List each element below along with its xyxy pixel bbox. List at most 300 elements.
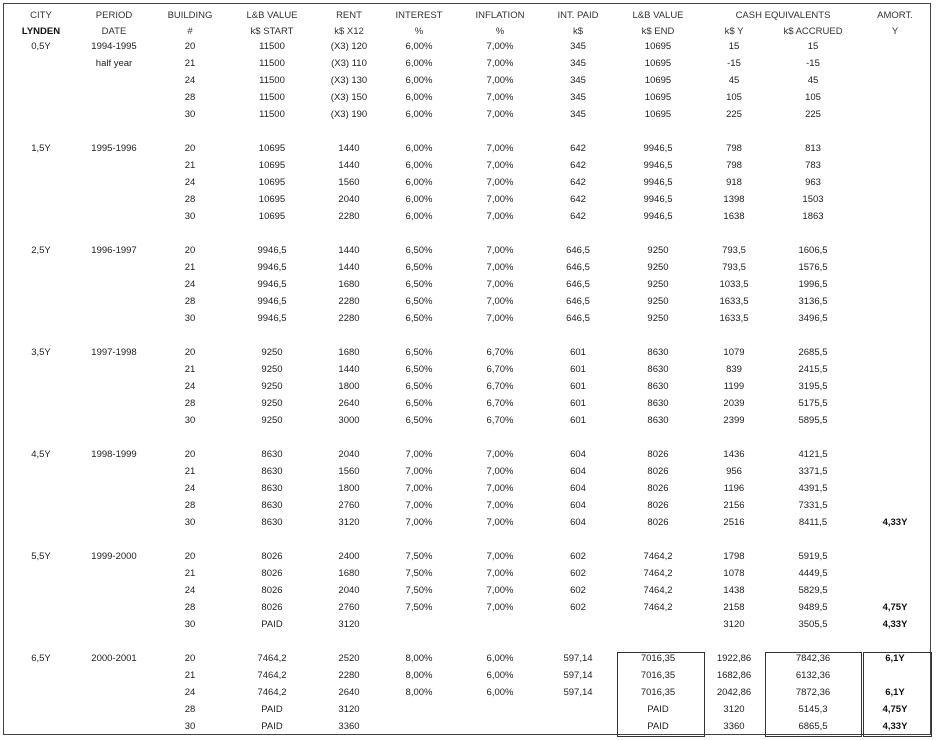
cash-per-year-cell: 2399 bbox=[723, 415, 745, 426]
period-label: 6,5Y bbox=[31, 653, 51, 664]
building-cell: 28 bbox=[184, 92, 196, 103]
cash-accrued-cell: 3496,5 bbox=[798, 313, 828, 324]
rent-cell: 3120 bbox=[338, 704, 360, 715]
building-cell: 24 bbox=[184, 279, 196, 290]
inflation-cell: 7,00% bbox=[486, 177, 514, 188]
cash-per-year-cell: 1922,86 bbox=[716, 653, 752, 664]
int-paid-cell: 345 bbox=[570, 75, 586, 86]
cash-accrued-cell: 1606,5 bbox=[798, 245, 828, 256]
period-label: 4,5Y bbox=[31, 449, 51, 460]
cash-accrued-cell: -15 bbox=[806, 58, 820, 69]
cash-accrued-cell: 7331,5 bbox=[798, 500, 828, 511]
lb-value-end-cell: 9250 bbox=[647, 279, 669, 290]
lb-value-end-cell: 8630 bbox=[647, 347, 669, 358]
interest-cell: 6,50% bbox=[405, 398, 433, 409]
rent-cell: 2040 bbox=[338, 194, 360, 205]
inflation-cell: 7,00% bbox=[486, 245, 514, 256]
building-cell: 30 bbox=[184, 211, 196, 222]
lb-value-start-cell: 9946,5 bbox=[257, 313, 287, 324]
lb-value-start-cell: 11500 bbox=[259, 109, 285, 120]
cash-accrued-cell: 6132,36 bbox=[795, 670, 831, 681]
header-cell: INT. PAID bbox=[557, 10, 599, 21]
lb-value-end-cell: 9250 bbox=[647, 296, 669, 307]
cash-per-year-cell: 1638 bbox=[723, 211, 745, 222]
int-paid-cell: 604 bbox=[570, 466, 586, 477]
lb-value-start-cell: 7464,2 bbox=[257, 653, 287, 664]
lb-value-start-cell: 9250 bbox=[261, 381, 283, 392]
cash-per-year-cell: 15 bbox=[728, 41, 740, 52]
header-cell: Y bbox=[891, 26, 899, 37]
inflation-cell: 6,00% bbox=[486, 687, 514, 698]
rent-cell: 2760 bbox=[338, 602, 360, 613]
lb-value-start-cell: 8026 bbox=[261, 551, 283, 562]
interest-cell: 6,50% bbox=[405, 279, 433, 290]
cash-accrued-cell: 5829,5 bbox=[798, 585, 828, 596]
interest-cell: 6,50% bbox=[405, 347, 433, 358]
inflation-cell: 7,00% bbox=[486, 483, 514, 494]
int-paid-cell: 646,5 bbox=[566, 296, 590, 307]
building-cell: 30 bbox=[184, 415, 196, 426]
cash-accrued-cell: 3505,5 bbox=[798, 619, 828, 630]
spreadsheet-table bbox=[3, 3, 931, 735]
building-cell: 24 bbox=[184, 177, 196, 188]
cash-per-year-cell: 1436 bbox=[723, 449, 745, 460]
rent-cell: (X3) 190 bbox=[330, 109, 368, 120]
header-cell: % bbox=[414, 26, 424, 37]
inflation-cell: 7,00% bbox=[486, 568, 514, 579]
rent-cell: 1440 bbox=[338, 262, 360, 273]
cash-per-year-cell: 2158 bbox=[723, 602, 745, 613]
inflation-cell: 7,00% bbox=[486, 58, 514, 69]
interest-cell: 6,00% bbox=[405, 109, 433, 120]
interest-cell: 6,00% bbox=[405, 92, 433, 103]
building-cell: 21 bbox=[184, 466, 196, 477]
lb-value-start-cell: 11500 bbox=[259, 58, 285, 69]
cash-per-year-cell: 1633,5 bbox=[719, 296, 749, 307]
cash-accrued-cell: 45 bbox=[807, 75, 819, 86]
cash-per-year-cell: 1079 bbox=[723, 347, 745, 358]
cash-accrued-cell: 1863 bbox=[802, 211, 824, 222]
building-cell: 24 bbox=[184, 483, 196, 494]
rent-cell: 1680 bbox=[338, 568, 360, 579]
interest-cell: 7,00% bbox=[405, 500, 433, 511]
lb-value-start-cell: 9250 bbox=[261, 364, 283, 375]
cash-per-year-cell: 2516 bbox=[723, 517, 745, 528]
inflation-cell: 6,70% bbox=[486, 347, 514, 358]
cash-accrued-cell: 813 bbox=[805, 143, 821, 154]
lb-value-start-cell: 11500 bbox=[259, 92, 285, 103]
building-cell: 20 bbox=[184, 551, 196, 562]
cash-accrued-cell: 105 bbox=[805, 92, 821, 103]
inflation-cell: 7,00% bbox=[486, 92, 514, 103]
int-paid-cell: 345 bbox=[570, 109, 586, 120]
lb-value-start-cell: 9250 bbox=[261, 347, 283, 358]
int-paid-cell: 601 bbox=[570, 381, 586, 392]
interest-cell: 7,50% bbox=[405, 585, 433, 596]
cash-accrued-cell: 4449,5 bbox=[798, 568, 828, 579]
cash-accrued-cell: 3136,5 bbox=[798, 296, 828, 307]
rent-cell: 2640 bbox=[338, 398, 360, 409]
building-cell: 30 bbox=[184, 619, 196, 630]
int-paid-cell: 646,5 bbox=[566, 313, 590, 324]
lb-value-start-cell: PAID bbox=[261, 619, 283, 630]
lb-value-start-cell: 10695 bbox=[258, 160, 286, 171]
cash-per-year-cell: 1682,86 bbox=[716, 670, 752, 681]
cash-per-year-cell: 45 bbox=[728, 75, 740, 86]
inflation-cell: 7,00% bbox=[486, 551, 514, 562]
rent-cell: 1440 bbox=[338, 160, 360, 171]
lb-value-start-cell: 10695 bbox=[258, 211, 286, 222]
period-date: 1998-1999 bbox=[91, 449, 137, 460]
int-paid-cell: 601 bbox=[570, 364, 586, 375]
header-cell: k$ X12 bbox=[334, 26, 364, 37]
rent-cell: 2400 bbox=[338, 551, 360, 562]
interest-cell: 6,50% bbox=[405, 245, 433, 256]
lb-value-start-cell: 9250 bbox=[261, 398, 283, 409]
rent-cell: 1440 bbox=[338, 245, 360, 256]
lb-value-start-cell: 7464,2 bbox=[257, 687, 287, 698]
interest-cell: 7,00% bbox=[405, 466, 433, 477]
interest-cell: 6,00% bbox=[405, 143, 433, 154]
int-paid-cell: 601 bbox=[570, 347, 586, 358]
interest-cell: 6,00% bbox=[405, 177, 433, 188]
lb-value-start-cell: 8026 bbox=[261, 568, 283, 579]
cash-per-year-cell: 105 bbox=[726, 92, 742, 103]
period-date: 1999-2000 bbox=[91, 551, 137, 562]
cash-per-year-cell: 1398 bbox=[723, 194, 745, 205]
interest-cell: 7,50% bbox=[405, 551, 433, 562]
lb-value-start-cell: PAID bbox=[261, 721, 283, 732]
lb-value-end-cell: 9946,5 bbox=[643, 160, 673, 171]
cash-accrued-cell: 963 bbox=[805, 177, 821, 188]
cash-accrued-cell: 225 bbox=[805, 109, 821, 120]
rent-cell: 1560 bbox=[338, 466, 360, 477]
interest-cell: 6,50% bbox=[405, 262, 433, 273]
lb-end-box bbox=[617, 652, 705, 737]
header-cell: AMORT. bbox=[877, 10, 913, 21]
lb-value-start-cell: 8630 bbox=[261, 483, 283, 494]
lb-value-end-cell: 7464,2 bbox=[643, 551, 673, 562]
header-cell: L&B VALUE bbox=[632, 10, 684, 21]
lb-value-start-cell: 8630 bbox=[261, 449, 283, 460]
lb-value-start-cell: 11500 bbox=[259, 75, 285, 86]
lb-value-end-cell: 7016,35 bbox=[640, 670, 676, 681]
building-cell: 28 bbox=[184, 296, 196, 307]
lb-value-end-cell: 8026 bbox=[647, 517, 669, 528]
cash-per-year-cell: 3120 bbox=[723, 619, 745, 630]
inflation-cell: 7,00% bbox=[486, 160, 514, 171]
int-paid-cell: 604 bbox=[570, 500, 586, 511]
rent-cell: 1680 bbox=[338, 279, 360, 290]
period-label: 2,5Y bbox=[31, 245, 51, 256]
cash-per-year-cell: 793,5 bbox=[722, 262, 746, 273]
building-cell: 21 bbox=[184, 160, 196, 171]
rent-cell: 2640 bbox=[338, 687, 360, 698]
header-cell: LYNDEN bbox=[21, 26, 61, 37]
lb-value-start-cell: 8630 bbox=[261, 500, 283, 511]
header-cell: DATE bbox=[101, 26, 127, 37]
header-cell: PERIOD bbox=[95, 10, 133, 21]
interest-cell: 7,50% bbox=[405, 568, 433, 579]
lb-value-start-cell: 11500 bbox=[259, 41, 285, 52]
inflation-cell: 6,70% bbox=[486, 415, 514, 426]
int-paid-cell: 642 bbox=[570, 160, 586, 171]
lb-value-start-cell: 9946,5 bbox=[257, 296, 287, 307]
header-cell: k$ Y bbox=[724, 26, 744, 37]
building-cell: 21 bbox=[184, 568, 196, 579]
period-note: half year bbox=[95, 58, 133, 69]
int-paid-cell: 646,5 bbox=[566, 262, 590, 273]
lb-value-end-cell: 9250 bbox=[647, 313, 669, 324]
interest-cell: 7,50% bbox=[405, 602, 433, 613]
amort-box bbox=[863, 652, 932, 737]
interest-cell: 6,50% bbox=[405, 381, 433, 392]
int-paid-cell: 642 bbox=[570, 194, 586, 205]
interest-cell: 6,00% bbox=[405, 41, 433, 52]
inflation-cell: 7,00% bbox=[486, 109, 514, 120]
inflation-cell: 7,00% bbox=[486, 262, 514, 273]
inflation-cell: 7,00% bbox=[486, 585, 514, 596]
lb-value-start-cell: 9250 bbox=[261, 415, 283, 426]
cash-per-year-cell: 2156 bbox=[723, 500, 745, 511]
cash-per-year-cell: 3120 bbox=[723, 704, 745, 715]
rent-cell: 1800 bbox=[338, 381, 360, 392]
cash-per-year-cell: -15 bbox=[727, 58, 741, 69]
cash-accrued-cell: 2415,5 bbox=[798, 364, 828, 375]
int-paid-cell: 597,14 bbox=[563, 670, 593, 681]
lb-value-end-cell: 9946,5 bbox=[643, 211, 673, 222]
inflation-cell: 7,00% bbox=[486, 296, 514, 307]
amort-cell: 6,1Y bbox=[885, 687, 905, 698]
rent-cell: 3120 bbox=[338, 517, 360, 528]
cash-per-year-cell: 1633,5 bbox=[719, 313, 749, 324]
period-label: 3,5Y bbox=[31, 347, 51, 358]
period-date: 1995-1996 bbox=[91, 143, 137, 154]
building-cell: 20 bbox=[184, 653, 196, 664]
int-paid-cell: 604 bbox=[570, 483, 586, 494]
interest-cell: 7,00% bbox=[405, 517, 433, 528]
cash-per-year-cell: 225 bbox=[726, 109, 742, 120]
rent-cell: (X3) 120 bbox=[330, 41, 368, 52]
interest-cell: 6,50% bbox=[405, 296, 433, 307]
rent-cell: 3000 bbox=[338, 415, 360, 426]
cash-per-year-cell: 798 bbox=[726, 160, 742, 171]
cash-accrued-cell: 7872,36 bbox=[795, 687, 831, 698]
building-cell: 28 bbox=[184, 704, 196, 715]
inflation-cell: 6,70% bbox=[486, 381, 514, 392]
building-cell: 24 bbox=[184, 687, 196, 698]
lb-value-end-cell: 9250 bbox=[647, 262, 669, 273]
cash-per-year-cell: 839 bbox=[726, 364, 742, 375]
cash-accrued-cell: 2685,5 bbox=[798, 347, 828, 358]
interest-cell: 6,50% bbox=[405, 364, 433, 375]
inflation-cell: 6,00% bbox=[486, 670, 514, 681]
lb-value-start-cell: PAID bbox=[261, 704, 283, 715]
inflation-cell: 7,00% bbox=[486, 75, 514, 86]
cash-accrued-cell: 5145,3 bbox=[798, 704, 828, 715]
cash-per-year-cell: 1798 bbox=[723, 551, 745, 562]
building-cell: 30 bbox=[184, 313, 196, 324]
building-cell: 28 bbox=[184, 398, 196, 409]
rent-cell: (X3) 110 bbox=[331, 58, 367, 69]
period-date: 1997-1998 bbox=[91, 347, 137, 358]
building-cell: 30 bbox=[184, 517, 196, 528]
interest-cell: 6,00% bbox=[405, 58, 433, 69]
cash-accrued-cell: 5919,5 bbox=[798, 551, 828, 562]
building-cell: 28 bbox=[184, 194, 196, 205]
cash-accrued-cell: 1576,5 bbox=[798, 262, 828, 273]
lb-value-end-cell: 7464,2 bbox=[643, 568, 673, 579]
header-cell: # bbox=[187, 26, 193, 37]
building-cell: 21 bbox=[184, 262, 196, 273]
int-paid-cell: 646,5 bbox=[566, 279, 590, 290]
inflation-cell: 6,00% bbox=[486, 653, 514, 664]
rent-cell: 3120 bbox=[338, 619, 360, 630]
building-cell: 20 bbox=[184, 245, 196, 256]
inflation-cell: 6,70% bbox=[486, 398, 514, 409]
lb-value-end-cell: 10695 bbox=[644, 58, 672, 69]
int-paid-cell: 602 bbox=[570, 602, 586, 613]
amort-cell: 4,75Y bbox=[882, 704, 908, 715]
int-paid-cell: 601 bbox=[570, 415, 586, 426]
building-cell: 20 bbox=[184, 143, 196, 154]
cash-accrued-cell: 1996,5 bbox=[798, 279, 828, 290]
header-cell: INFLATION bbox=[475, 10, 525, 21]
lb-value-start-cell: 8026 bbox=[261, 585, 283, 596]
header-cell: k$ START bbox=[250, 26, 294, 37]
int-paid-cell: 642 bbox=[570, 211, 586, 222]
inflation-cell: 7,00% bbox=[486, 602, 514, 613]
cash-accrued-cell: 3195,5 bbox=[798, 381, 828, 392]
interest-cell: 7,00% bbox=[405, 483, 433, 494]
lb-value-end-cell: 8630 bbox=[647, 398, 669, 409]
lb-value-end-cell: 9946,5 bbox=[643, 143, 673, 154]
header-cell: k$ bbox=[572, 26, 584, 37]
rent-cell: 2040 bbox=[338, 585, 360, 596]
int-paid-cell: 602 bbox=[570, 551, 586, 562]
lb-value-end-cell: 10695 bbox=[644, 41, 672, 52]
lb-value-end-cell: 7464,2 bbox=[643, 585, 673, 596]
building-cell: 28 bbox=[184, 602, 196, 613]
lb-value-end-cell: 9946,5 bbox=[643, 177, 673, 188]
lb-value-end-cell: 7016,35 bbox=[640, 653, 676, 664]
header-cell: L&B VALUE bbox=[246, 10, 298, 21]
building-cell: 24 bbox=[184, 381, 196, 392]
cash-per-year-cell: 2042,86 bbox=[716, 687, 752, 698]
int-paid-cell: 602 bbox=[570, 568, 586, 579]
lb-value-end-cell: 8630 bbox=[647, 415, 669, 426]
lb-value-start-cell: 7464,2 bbox=[257, 670, 287, 681]
lb-value-end-cell: 7464,2 bbox=[643, 602, 673, 613]
amort-cell: 4,33Y bbox=[882, 721, 908, 732]
inflation-cell: 7,00% bbox=[486, 41, 514, 52]
int-paid-cell: 601 bbox=[570, 398, 586, 409]
header-cell: INTEREST bbox=[395, 10, 443, 21]
interest-cell: 6,00% bbox=[405, 75, 433, 86]
int-paid-cell: 604 bbox=[570, 517, 586, 528]
building-cell: 21 bbox=[184, 364, 196, 375]
cash-per-year-cell: 956 bbox=[726, 466, 742, 477]
rent-cell: 2760 bbox=[338, 500, 360, 511]
inflation-cell: 6,70% bbox=[486, 364, 514, 375]
cash-accrued-cell: 6865,5 bbox=[798, 721, 828, 732]
cash-accrued-cell: 5175,5 bbox=[798, 398, 828, 409]
cash-per-year-cell: 2039 bbox=[723, 398, 745, 409]
lb-value-end-cell: PAID bbox=[647, 721, 669, 732]
cash-accrued-cell: 3371,5 bbox=[798, 466, 828, 477]
int-paid-cell: 597,14 bbox=[563, 653, 593, 664]
interest-cell: 6,50% bbox=[405, 313, 433, 324]
rent-cell: 1680 bbox=[338, 347, 360, 358]
inflation-cell: 7,00% bbox=[486, 279, 514, 290]
cash-accrued-cell: 1503 bbox=[802, 194, 824, 205]
int-paid-cell: 345 bbox=[570, 92, 586, 103]
rent-cell: 1440 bbox=[338, 364, 360, 375]
lb-value-end-cell: PAID bbox=[647, 704, 669, 715]
rent-cell: 2280 bbox=[338, 296, 360, 307]
rent-cell: 1800 bbox=[338, 483, 360, 494]
lb-value-start-cell: 9946,5 bbox=[257, 279, 287, 290]
period-label: 1,5Y bbox=[31, 143, 51, 154]
building-cell: 20 bbox=[184, 41, 196, 52]
cash-accrued-cell: 8411,5 bbox=[798, 517, 828, 528]
lb-value-start-cell: 8630 bbox=[261, 517, 283, 528]
cash-per-year-cell: 918 bbox=[726, 177, 742, 188]
building-cell: 30 bbox=[184, 109, 196, 120]
interest-cell: 8,00% bbox=[405, 687, 433, 698]
int-paid-cell: 597,14 bbox=[563, 687, 593, 698]
lb-value-end-cell: 8630 bbox=[647, 381, 669, 392]
building-cell: 24 bbox=[184, 75, 196, 86]
inflation-cell: 7,00% bbox=[486, 449, 514, 460]
interest-cell: 6,50% bbox=[405, 415, 433, 426]
int-paid-cell: 345 bbox=[570, 41, 586, 52]
cash-per-year-cell: 1199 bbox=[723, 381, 745, 392]
building-cell: 21 bbox=[184, 670, 196, 681]
header-cell: CASH EQUIVALENTS bbox=[735, 10, 831, 21]
header-cell: k$ ACCRUED bbox=[783, 26, 843, 37]
cash-accrued-cell: 9489,5 bbox=[798, 602, 828, 613]
cash-accrued-cell: 783 bbox=[805, 160, 821, 171]
lb-value-start-cell: 10695 bbox=[258, 177, 286, 188]
period-date: 1994-1995 bbox=[91, 41, 137, 52]
lb-value-end-cell: 8026 bbox=[647, 483, 669, 494]
rent-cell: (X3) 130 bbox=[330, 75, 368, 86]
amort-cell: 4,33Y bbox=[882, 619, 908, 630]
inflation-cell: 7,00% bbox=[486, 517, 514, 528]
interest-cell: 8,00% bbox=[405, 670, 433, 681]
inflation-cell: 7,00% bbox=[486, 313, 514, 324]
lb-value-start-cell: 8630 bbox=[261, 466, 283, 477]
interest-cell: 7,00% bbox=[405, 449, 433, 460]
rent-cell: 2280 bbox=[338, 670, 360, 681]
lb-value-start-cell: 8026 bbox=[261, 602, 283, 613]
int-paid-cell: 646,5 bbox=[566, 245, 590, 256]
int-paid-cell: 345 bbox=[570, 58, 586, 69]
rent-cell: 2520 bbox=[338, 653, 360, 664]
int-paid-cell: 642 bbox=[570, 177, 586, 188]
building-cell: 20 bbox=[184, 449, 196, 460]
interest-cell: 8,00% bbox=[405, 653, 433, 664]
lb-value-end-cell: 9946,5 bbox=[643, 194, 673, 205]
cash-per-year-cell: 3360 bbox=[723, 721, 745, 732]
amort-cell: 4,33Y bbox=[882, 517, 908, 528]
rent-cell: 2280 bbox=[338, 211, 360, 222]
inflation-cell: 7,00% bbox=[486, 211, 514, 222]
cash-per-year-cell: 793,5 bbox=[722, 245, 746, 256]
lb-value-end-cell: 8026 bbox=[647, 466, 669, 477]
header-cell: RENT bbox=[336, 10, 362, 21]
